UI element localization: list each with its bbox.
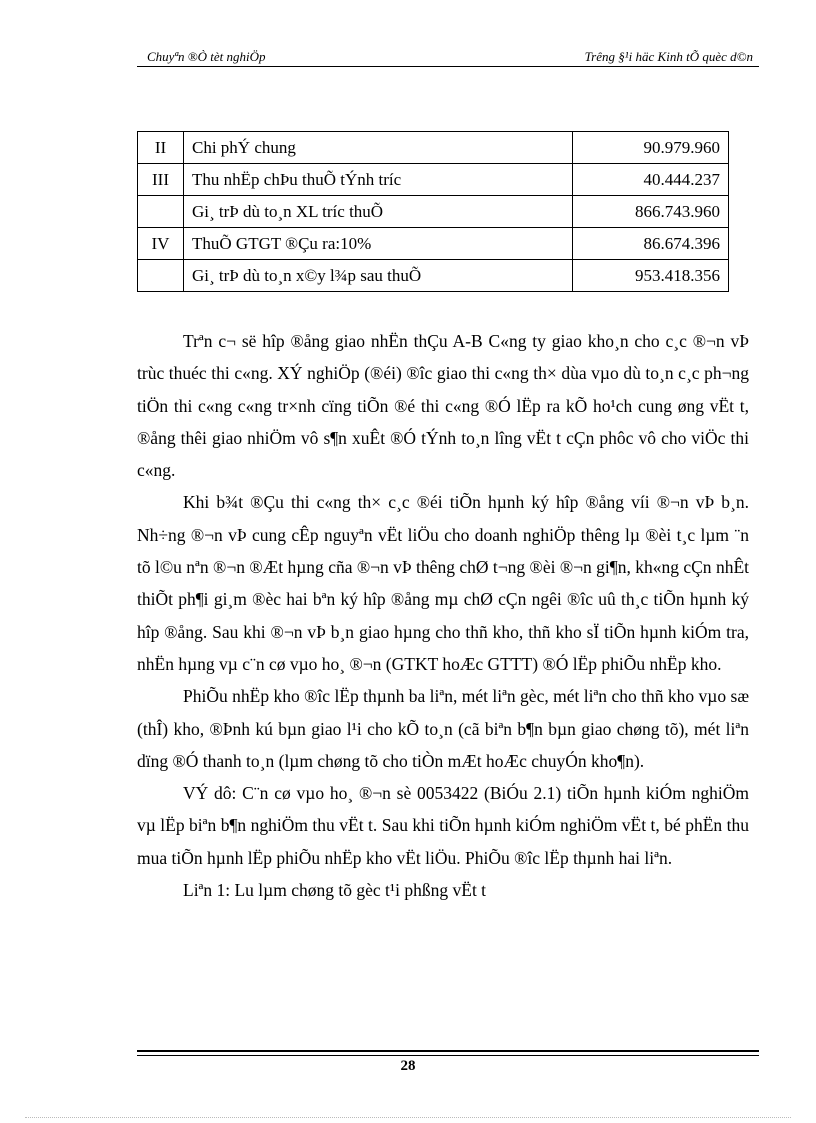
paragraph: VÝ dô: C¨n cø vµo ho¸ ®¬n sè 0053422 (BiÓu 2.1) tiÕn hµnh kiÓm nghiÖm vµ lËp biªn b¶n nghiÖm thu vËt t. Sau khi tiÕn hµnh kiÓm nghiÖm vËt t, bé phËn thu mua tiÕn hµnh lËp phiÕu nhËp kho vËt liÖu. PhiÕu ®îc lËp thµnh hai liªn. (137, 783, 749, 868)
row-number: II (138, 132, 184, 164)
row-value: 953.418.356 (573, 260, 729, 292)
row-value: 866.743.960 (573, 196, 729, 228)
page-header (137, 48, 759, 66)
row-label: Gi¸ trÞ dù to¸n XL tríc thuÕ (184, 196, 573, 228)
paragraph: Khi b¾t ®Çu thi c«ng th× c¸c ®éi tiÕn hµnh ký hîp ®ång víi ®¬n vÞ b¸n. Nh÷ng ®¬n vÞ cung cÊp nguyªn vËt liÖu cho doanh nghiÖp thêng lµ ®èi t¸c lµm ¨n tõ l©u nªn ®¬n ®Æt hµng cña ®¬n vÞ thêng chØ t¬ng ®èi ®¬n gi¶n, kh«ng cÇn nhÊt thiÕt ph¶i gi¸m ®èc hai bªn ký hîp ®ång mµ chØ cÇn ngêi ®îc uû th¸c tiÕn hµnh ký hîp ®ång. Sau khi ®¬n vÞ b¸n giao hµng cho thñ kho, thñ kho sÏ tiÕn hµnh kiÓm tra, nhËn hµng vµ c¨n cø vµo ho¸ ®¬n (GTKT hoÆc GTTT) ®Ó lËp phiÕu nhËp kho. (137, 492, 749, 674)
row-label: Thu nhËp chÞu thuÕ tÝnh tríc (184, 164, 573, 196)
body-text (137, 325, 749, 906)
table-row (138, 260, 729, 292)
table-row (138, 164, 729, 196)
row-number: IV (138, 228, 184, 260)
cost-table (137, 131, 729, 292)
page-bottom-divider (25, 1117, 791, 1118)
row-number (138, 260, 184, 292)
footer-rule (137, 1050, 759, 1052)
row-value: 90.979.960 (573, 132, 729, 164)
header-left-title: Chuyªn ®Ò tèt nghiÖp (147, 49, 266, 64)
footer-rule (137, 1055, 759, 1056)
row-value: 40.444.237 (573, 164, 729, 196)
table-row (138, 132, 729, 164)
page-number: 28 (400, 1058, 416, 1074)
header-rule (137, 66, 759, 67)
row-label: Chi phÝ chung (184, 132, 573, 164)
table-row (138, 196, 729, 228)
row-number: III (138, 164, 184, 196)
table-row (138, 228, 729, 260)
row-value: 86.674.396 (573, 228, 729, 260)
row-label: Gi¸ trÞ dù to¸n x©y l¾p sau thuÕ (184, 260, 573, 292)
row-label: ThuÕ GTGT ®Çu ra:10% (184, 228, 573, 260)
paragraph: PhiÕu nhËp kho ®îc lËp thµnh ba liªn, mét liªn gèc, mét liªn cho thñ kho vµo sæ (thÎ) kho, ®Þnh kú bµn giao l¹i cho kÕ to¸n (cã biªn b¶n bµn giao chøng tõ), mét liªn dïng ®Ó thanh to¸n (lµm chøng tõ cho tiÒn mÆt hoÆc chuyÓn kho¶n). (137, 686, 749, 771)
paragraph: Trªn c¬ së hîp ®ång giao nhËn thÇu A-B C«ng ty giao kho¸n cho c¸c ®¬n vÞ trùc thuéc thi c«ng. XÝ nghiÖp (®éi) ®îc giao thi c«ng th× dùa vµo dù to¸n c¸c ph¬ng tiÖn thi c«ng c«ng tr×nh cïng tiÕn ®é thi c«ng ®Ó lËp ra kÕ ho¹ch cung øng vËt t, ®ång thêi giao nhiÖm vô s¶n xuÊt ®Ó tÝnh to¸n lîng vËt t cÇn phôc vô cho viÖc thi c«ng. (137, 331, 749, 481)
paragraph: Liªn 1: Lu lµm chøng tõ gèc t¹i phßng vËt t (183, 880, 487, 901)
row-number (138, 196, 184, 228)
header-right-title: Trêng §¹i häc Kinh tÕ quèc d©n (584, 49, 753, 64)
